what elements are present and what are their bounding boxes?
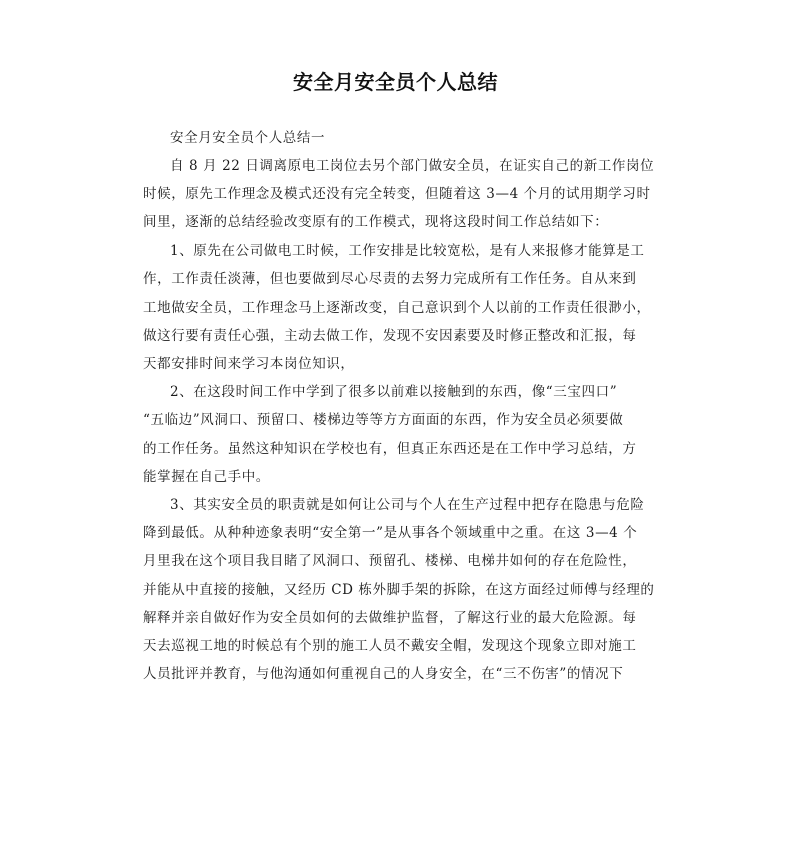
- paragraph-line: 的工作任务。虽然这种知识在学校也有，但真正东西还是在工作中学习总结，方: [143, 441, 637, 457]
- paragraph-line: 1、原先在公司做电工时候，工作安排是比较宽松，是有人来报修才能算是工: [170, 243, 645, 259]
- document-title: 安全月安全员个人总结: [293, 70, 498, 94]
- paragraph-line: 间里，逐渐的总结经验改变原有的工作模式，现将这段时间工作总结如下：: [143, 214, 609, 230]
- paragraph-line: 工地做安全员，工作理念马上逐渐改变，自己意识到个人以前的工作责任很渺小，: [143, 300, 651, 316]
- paragraph-line: 作，工作责任淡薄，但也要做到尽心尽责的去努力完成所有工作任务。自从来到: [143, 271, 637, 287]
- paragraph-line: 解释并亲自做好作为安全员如何的去做维护监督，了解这行业的最大危险源。每: [143, 610, 637, 626]
- paragraph-line: 天都安排时间来学习本岗位知识，: [143, 356, 355, 372]
- paragraph-line: 人员批评并教育，与他沟通如何重视自己的人身安全，在“三不伤害”的情况下: [143, 666, 624, 682]
- paragraph-line: 降到最低。从种种迹象表明“安全第一”是从事各个领域重中之重。在这 3—4 个: [143, 525, 638, 541]
- paragraph-line: 月里我在这个项目我目睹了风洞口、预留孔、楼梯、电梯井如何的存在危险性，: [143, 553, 637, 569]
- paragraph-line: 3、其实安全员的职责就是如何让公司与个人在生产过程中把存在隐患与危险: [170, 497, 645, 513]
- paragraph-line: 2、在这段时间工作中学到了很多以前难以接触到的东西，像“三宝四口”: [170, 384, 618, 400]
- paragraph-line: “五临边”风洞口、预留口、楼梯边等等方方面面的东西，作为安全员必须要做: [143, 412, 624, 428]
- paragraph-line: 并能从中直接的接触，又经历 CD 栋外脚手架的拆除，在这方面经过师傅与经理的: [143, 582, 655, 598]
- paragraph-line: 自 8 月 22 日调离原电工岗位去另个部门做安全员，在证实自己的新工作岗位: [170, 158, 655, 174]
- section-heading: 安全月安全员个人总结一: [170, 130, 326, 146]
- paragraph-line: 时候，原先工作理念及模式还没有完全转变，但随着这 3—4 个月的试用期学习时: [143, 186, 651, 202]
- paragraph-line: 做这行要有责任心强，主动去做工作，发现不安因素要及时修正整改和汇报，每: [143, 328, 637, 344]
- paragraph-line: 能掌握在自己手中。: [143, 469, 270, 485]
- paragraph-line: 天去巡视工地的时候总有个别的施工人员不戴安全帽，发现这个现象立即对施工: [143, 638, 637, 654]
